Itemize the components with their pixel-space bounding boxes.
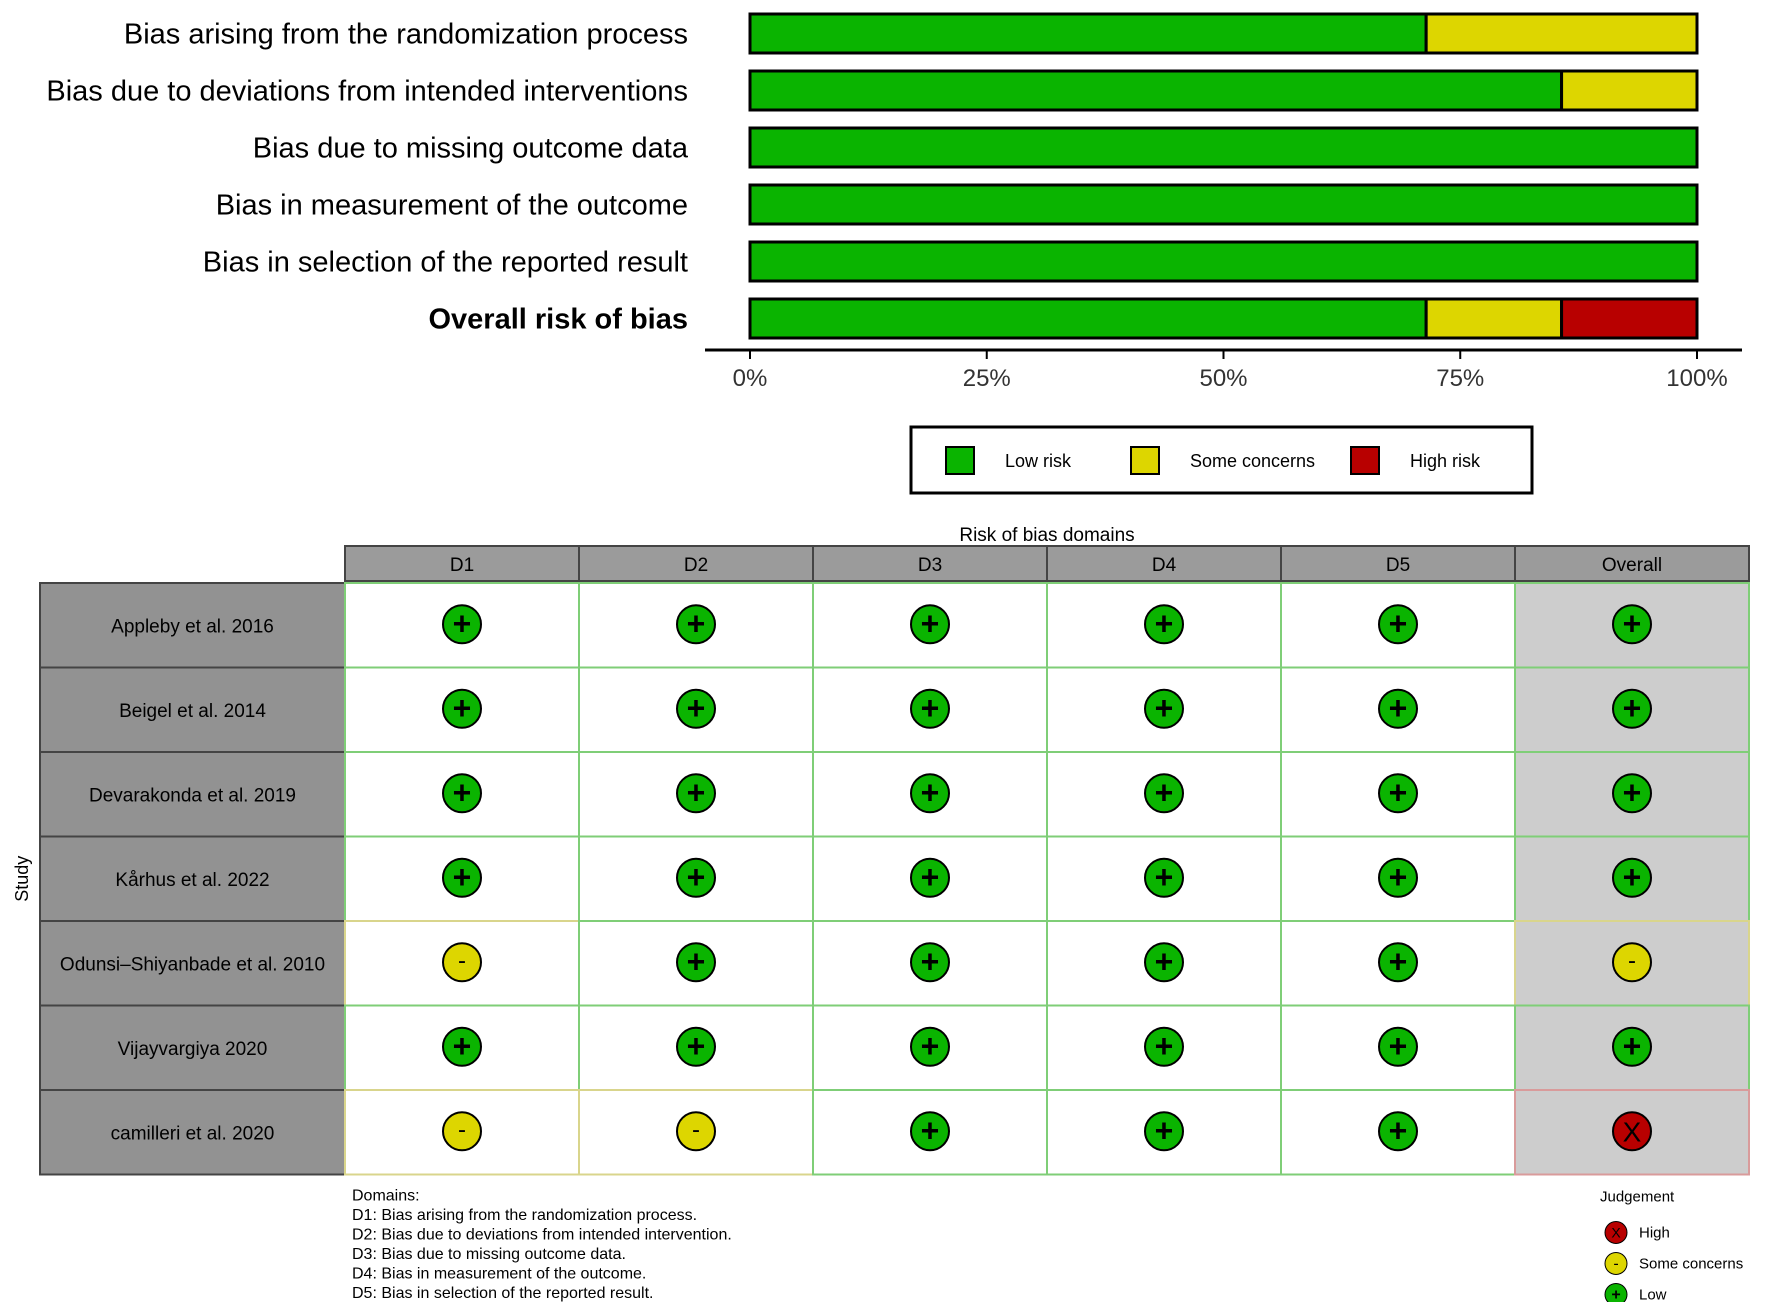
category-label: Overall risk of bias (428, 303, 688, 336)
bar-segment (1426, 299, 1561, 338)
judgement-symbol: + (686, 774, 706, 811)
judgement-symbol: + (686, 858, 706, 895)
judgement-symbol: + (920, 1112, 940, 1149)
judgement-symbol: - (458, 947, 466, 975)
column-header: Overall (1601, 555, 1663, 576)
judgement-legend-symbol: X (1611, 1224, 1621, 1241)
judgement-symbol: + (1622, 774, 1642, 811)
domain-legend-entry: D5: Bias in selection of the reported result. (352, 1285, 654, 1302)
column-header: D1 (449, 555, 475, 576)
judgement-symbol: + (1154, 605, 1174, 642)
y-axis-label: Study (12, 855, 32, 902)
judgement-symbol: + (452, 858, 472, 895)
judgement-symbol: + (686, 605, 706, 642)
bar-segment (750, 71, 1562, 110)
judgement-symbol: + (1154, 1027, 1174, 1064)
judgement-symbol: + (1154, 943, 1174, 980)
bar-segment (1426, 14, 1697, 53)
legend-label: Low risk (1005, 451, 1072, 471)
legend-swatch (946, 447, 974, 474)
legend-label: High risk (1410, 451, 1481, 471)
column-header: D3 (917, 555, 943, 576)
study-label: camilleri et al. 2020 (110, 1123, 275, 1145)
judgement-symbol: + (920, 1027, 940, 1064)
domain-legend-entry: D3: Bias due to missing outcome data. (352, 1246, 626, 1263)
judgement-symbol: + (1388, 605, 1408, 642)
judgement-symbol: + (686, 1027, 706, 1064)
legend-swatch (1351, 447, 1379, 474)
category-label: Bias due to deviations from intended interventions (46, 75, 688, 108)
judgement-symbol: + (920, 943, 940, 980)
legend-label: Some concerns (1190, 451, 1316, 471)
x-tick-label: 100% (1666, 365, 1728, 392)
bar-segment (750, 185, 1697, 224)
judgement-symbol: - (458, 1116, 466, 1144)
judgement-symbol: + (1388, 943, 1408, 980)
judgement-symbol: - (692, 1116, 700, 1144)
category-label: Bias in selection of the reported result (202, 246, 688, 279)
x-tick-label: 0% (732, 365, 768, 392)
judgement-legend-label: Low (1639, 1286, 1667, 1302)
domain-legend-entry: D2: Bias due to deviations from intended intervention. (352, 1226, 732, 1244)
domain-legend-entry: D4: Bias in measurement of the outcome. (352, 1265, 647, 1283)
bar-segment (1562, 71, 1697, 110)
judgement-symbol: + (1154, 858, 1174, 895)
judgement-symbol: + (1622, 1027, 1642, 1064)
domain-legend-entry: D1: Bias arising from the randomization process. (352, 1207, 698, 1224)
column-header: D5 (1385, 555, 1411, 576)
category-label: Bias due to missing outcome data (252, 132, 688, 165)
category-label: Bias arising from the randomization process (123, 18, 688, 51)
traffic-light-plot (0, 515, 1772, 1302)
judgement-symbol: + (1622, 605, 1642, 642)
judgement-symbol: + (1154, 774, 1174, 811)
judgement-symbol: + (452, 689, 472, 726)
judgement-symbol: + (1388, 858, 1408, 895)
bar-segment (750, 299, 1426, 338)
column-header: D4 (1151, 555, 1177, 576)
judgement-legend-title: Judgement (1600, 1188, 1675, 1206)
judgement-legend-label: Some concerns (1639, 1255, 1744, 1273)
judgement-symbol: + (920, 605, 940, 642)
study-label: Odunsi–Shiyanbade et al. 2010 (59, 954, 326, 976)
study-label: Vijayvargiya 2020 (117, 1038, 268, 1060)
judgement-symbol: + (920, 858, 940, 895)
judgement-symbol: + (1622, 689, 1642, 726)
domains-legend-title: Domains: (352, 1187, 420, 1205)
judgement-legend-label: High (1639, 1224, 1670, 1242)
judgement-symbol: + (1388, 774, 1408, 811)
judgement-symbol: + (452, 1027, 472, 1064)
judgement-symbol: + (1154, 1112, 1174, 1149)
bar-segment (1562, 299, 1697, 338)
x-tick-label: 25% (962, 365, 1011, 392)
legend-swatch (1131, 447, 1159, 474)
bar-segment (750, 14, 1426, 53)
judgement-symbol: + (1622, 858, 1642, 895)
judgement-symbol: + (452, 774, 472, 811)
judgement-legend-symbol: - (1613, 1255, 1619, 1273)
judgement-symbol: + (452, 605, 472, 642)
x-tick-label: 75% (1436, 365, 1485, 392)
summary-bar-chart (0, 0, 1772, 515)
bar-segment (750, 128, 1697, 167)
judgement-symbol: + (1388, 689, 1408, 726)
judgement-symbol: + (1388, 1027, 1408, 1064)
column-header: D2 (683, 555, 709, 576)
judgement-symbol: + (920, 689, 940, 726)
judgement-symbol: + (920, 774, 940, 811)
judgement-symbol: X (1622, 1116, 1642, 1148)
study-label: Kårhus et al. 2022 (115, 869, 270, 891)
study-label: Devarakonda et al. 2019 (88, 785, 297, 807)
judgement-symbol: - (1628, 947, 1636, 975)
study-label: Appleby et al. 2016 (111, 616, 274, 638)
judgement-legend-symbol: + (1611, 1286, 1621, 1302)
judgement-symbol: + (686, 943, 706, 980)
x-tick-label: 50% (1199, 365, 1248, 392)
category-label: Bias in measurement of the outcome (215, 189, 688, 222)
judgement-symbol: + (1388, 1112, 1408, 1149)
study-label: Beigel et al. 2014 (119, 700, 266, 722)
judgement-symbol: + (686, 689, 706, 726)
judgement-symbol: + (1154, 689, 1174, 726)
bar-segment (750, 242, 1697, 281)
domains-title: Risk of bias domains (959, 525, 1135, 546)
